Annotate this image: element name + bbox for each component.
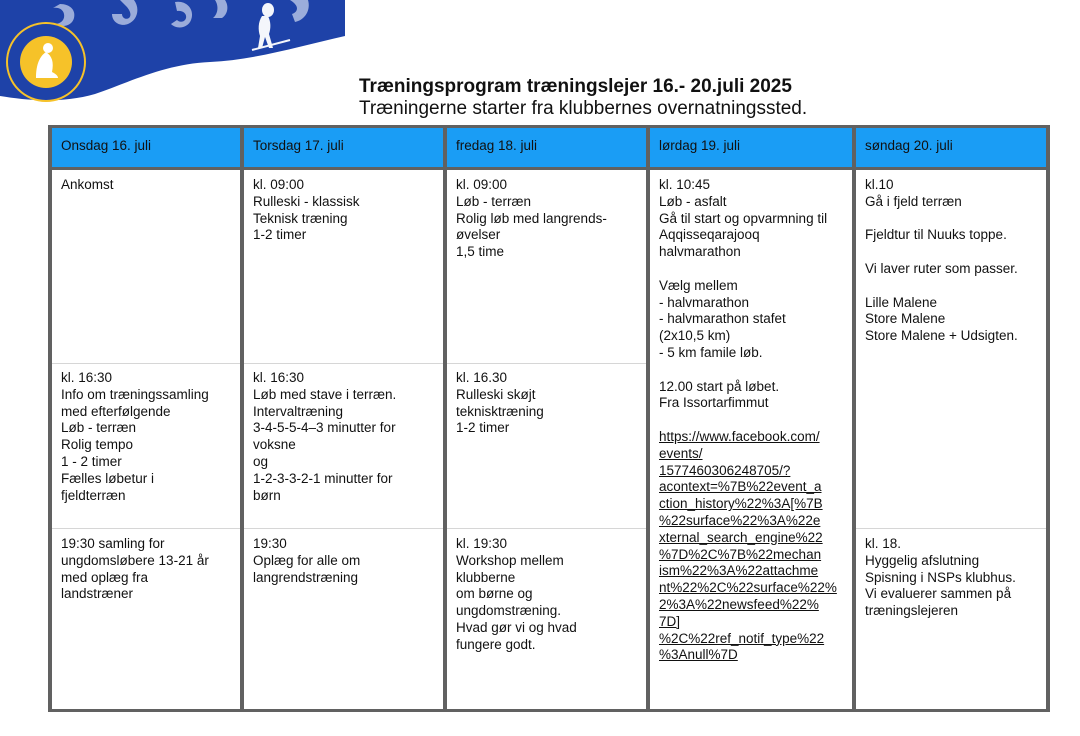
cell-line: Rolig tempo (61, 437, 134, 453)
title-block (359, 76, 807, 120)
cell-line (659, 412, 848, 429)
facebook-event-link[interactable]: https://www.facebook.com/ (659, 428, 820, 444)
cell-line: fungere godt. (456, 636, 536, 652)
schedule-cell-thursday-afternoon (253, 370, 439, 504)
facebook-event-link[interactable]: %3Anull%7D (659, 647, 738, 663)
cell-line: 19:30 samling for (61, 536, 165, 551)
cell-line: - 5 km famile løb. (659, 344, 763, 360)
cell-line: klubberne (456, 569, 516, 585)
cell-line: (2x10,5 km) (659, 328, 731, 344)
facebook-event-link[interactable]: acontext=%7B%22event_a (659, 479, 822, 495)
header-banner (0, 0, 345, 108)
cell-line: Vi laver ruter som passer. (865, 260, 1018, 276)
cell-line: Gå i fjeld terræn (865, 193, 962, 209)
cell-line: langrendstræning (253, 569, 359, 585)
cell-line: kl. 09:00 (456, 177, 508, 192)
page-subtitle: Træningerne starter fra klubbernes overnatningssted. (359, 98, 808, 119)
facebook-event-link[interactable]: xternal_search_engine%22 (659, 529, 823, 545)
row-divider (447, 363, 646, 364)
schedule-cell-wednesday-evening (61, 536, 236, 603)
row-divider (52, 363, 240, 364)
cell-line: Gå til start og opvarmning til (659, 210, 828, 226)
row-divider (856, 528, 1046, 529)
cell-line: kl. 18. (865, 536, 902, 551)
schedule-cell-sunday-morning (865, 177, 1042, 345)
cell-line: Store Malene + Udsigten. (865, 328, 1018, 344)
cell-line: Fra Issortarfimmut (659, 395, 769, 411)
schedule-cell-wednesday-afternoon (61, 370, 236, 504)
day-column-sunday (856, 128, 1046, 709)
day-column-saturday (650, 128, 852, 709)
row-divider (244, 363, 443, 364)
cell-line (865, 244, 1042, 261)
schedule-cell-friday-afternoon (456, 370, 642, 437)
schedule-table (48, 125, 1050, 712)
cell-line: - halvmarathon stafet (659, 311, 786, 327)
cell-line: 1 - 2 timer (61, 453, 122, 469)
cell-line (659, 261, 848, 278)
cell-line: Oplæg for alle om (253, 552, 361, 568)
facebook-event-link[interactable]: %2C%22ref_notif_type%22 (659, 630, 825, 646)
cell-line: 3-4-5-5-4–3 minutter for (253, 420, 396, 436)
cell-line: Løb - terræn (61, 420, 137, 436)
facebook-event-link[interactable]: %22surface%22%3A%22e (659, 512, 821, 528)
cell-line: Aqqisseqarajooq (659, 227, 760, 243)
cell-line: Teknisk træning (253, 210, 348, 226)
cell-line: Hvad gør vi og hvad (456, 619, 577, 635)
cell-line (659, 362, 848, 379)
cell-line: voksne (253, 437, 296, 453)
cell-line: med efterfølgende (61, 403, 171, 419)
cell-line: Intervaltræning (253, 403, 344, 419)
cell-line: Løb - terræn (456, 193, 532, 209)
page-title: Træningsprogram træningslejer 16.- 20.juli 2025 (359, 76, 792, 97)
cell-line: Info om træningssamling (61, 386, 209, 402)
club-logo (6, 22, 86, 102)
cell-line: børn (253, 487, 281, 503)
facebook-event-link[interactable]: 1577460306248705/? (659, 462, 791, 478)
cell-line: ungdomsløbere 13-21 år (61, 552, 209, 568)
cell-line: træningslejeren (865, 603, 959, 619)
cell-line: ungdomstræning. (456, 603, 562, 619)
cell-line: Hyggelig afslutning (865, 552, 980, 568)
cell-line: Rulleski skøjt (456, 386, 536, 402)
cell-line: Store Malene (865, 311, 946, 327)
cell-line: Lille Malene (865, 294, 938, 310)
cell-line: 1-2 timer (456, 420, 510, 436)
cell-line: 1-2-3-3-2-1 minutter for (253, 470, 393, 486)
day-column-friday (447, 128, 646, 709)
day-header-thursday: Torsdag 17. juli (244, 128, 443, 167)
schedule-cell-friday-evening (456, 536, 642, 654)
facebook-event-link[interactable]: 2%3A%22newsfeed%22% (659, 596, 819, 612)
row-divider (52, 528, 240, 529)
facebook-event-link[interactable]: events/ (659, 445, 703, 461)
day-column-thursday (244, 128, 443, 709)
day-header-friday: fredag 18. juli (447, 128, 646, 167)
cell-line (865, 278, 1042, 295)
row-divider (447, 528, 646, 529)
schedule-cell-friday-morning (456, 177, 642, 261)
cell-line: Spisning i NSPs klubhus. (865, 569, 1016, 585)
cell-line: Workshop mellem (456, 552, 564, 568)
cell-line: kl. 16:30 (253, 370, 305, 385)
facebook-event-link[interactable]: ction_history%22%3A[%7B (659, 496, 823, 512)
cell-line: kl. 16:30 (61, 370, 113, 385)
cell-line: øvelser (456, 227, 501, 243)
cell-line: kl. 16.30 (456, 370, 508, 385)
row-divider (244, 528, 443, 529)
facebook-event-link[interactable]: nt%22%2C%22surface%22% (659, 580, 837, 596)
day-column-wednesday (52, 128, 240, 709)
cell-line: om børne og (456, 586, 533, 602)
cell-line: Fælles løbetur i (61, 470, 155, 486)
facebook-event-link[interactable]: %7D%2C%7B%22mechan (659, 546, 822, 562)
cell-line: Vælg mellem (659, 277, 738, 293)
facebook-event-link[interactable]: ism%22%3A%22attachme (659, 563, 819, 579)
cell-line: fjeldterræn (61, 487, 126, 503)
cell-line: Fjeldtur til Nuuks toppe. (865, 227, 1007, 243)
cell-line: kl.10 (865, 177, 894, 192)
day-header-wednesday: Onsdag 16. juli (52, 128, 240, 167)
cell-line: kl. 19:30 (456, 536, 508, 551)
cell-line: kl. 09:00 (253, 177, 305, 192)
cell-line: Rulleski - klassisk (253, 193, 360, 209)
schedule-cell-saturday (659, 177, 848, 664)
cell-line (865, 211, 1042, 228)
cell-line: landstræner (61, 586, 134, 602)
facebook-event-link[interactable]: 7D] (659, 613, 681, 629)
cell-line: Rolig løb med langrends- (456, 210, 607, 226)
cell-line: teknisktræning (456, 403, 544, 419)
schedule-cell-thursday-evening (253, 536, 439, 586)
day-header-sunday: søndag 20. juli (856, 128, 1046, 167)
cell-line: - halvmarathon (659, 294, 750, 310)
cell-line: kl. 10:45 (659, 177, 711, 192)
cell-line: Ankomst (61, 177, 114, 192)
cell-line: Løb - asfalt (659, 193, 727, 209)
cell-line: med oplæg fra (61, 569, 149, 585)
cell-line: Vi evaluerer sammen på (865, 586, 1012, 602)
schedule-cell-thursday-morning (253, 177, 439, 244)
cell-line: 1,5 time (456, 244, 505, 260)
cell-line: 19:30 (253, 536, 287, 551)
schedule-cell-wednesday-morning (61, 177, 236, 194)
cell-line: halvmarathon (659, 244, 741, 260)
schedule-cell-sunday-evening (865, 536, 1042, 620)
cell-line: og (253, 453, 269, 469)
cell-line: 1-2 timer (253, 227, 307, 243)
day-header-saturday: lørdag 19. juli (650, 128, 852, 167)
cell-line: Løb med stave i terræn. (253, 386, 397, 402)
cell-line: 12.00 start på løbet. (659, 378, 780, 394)
